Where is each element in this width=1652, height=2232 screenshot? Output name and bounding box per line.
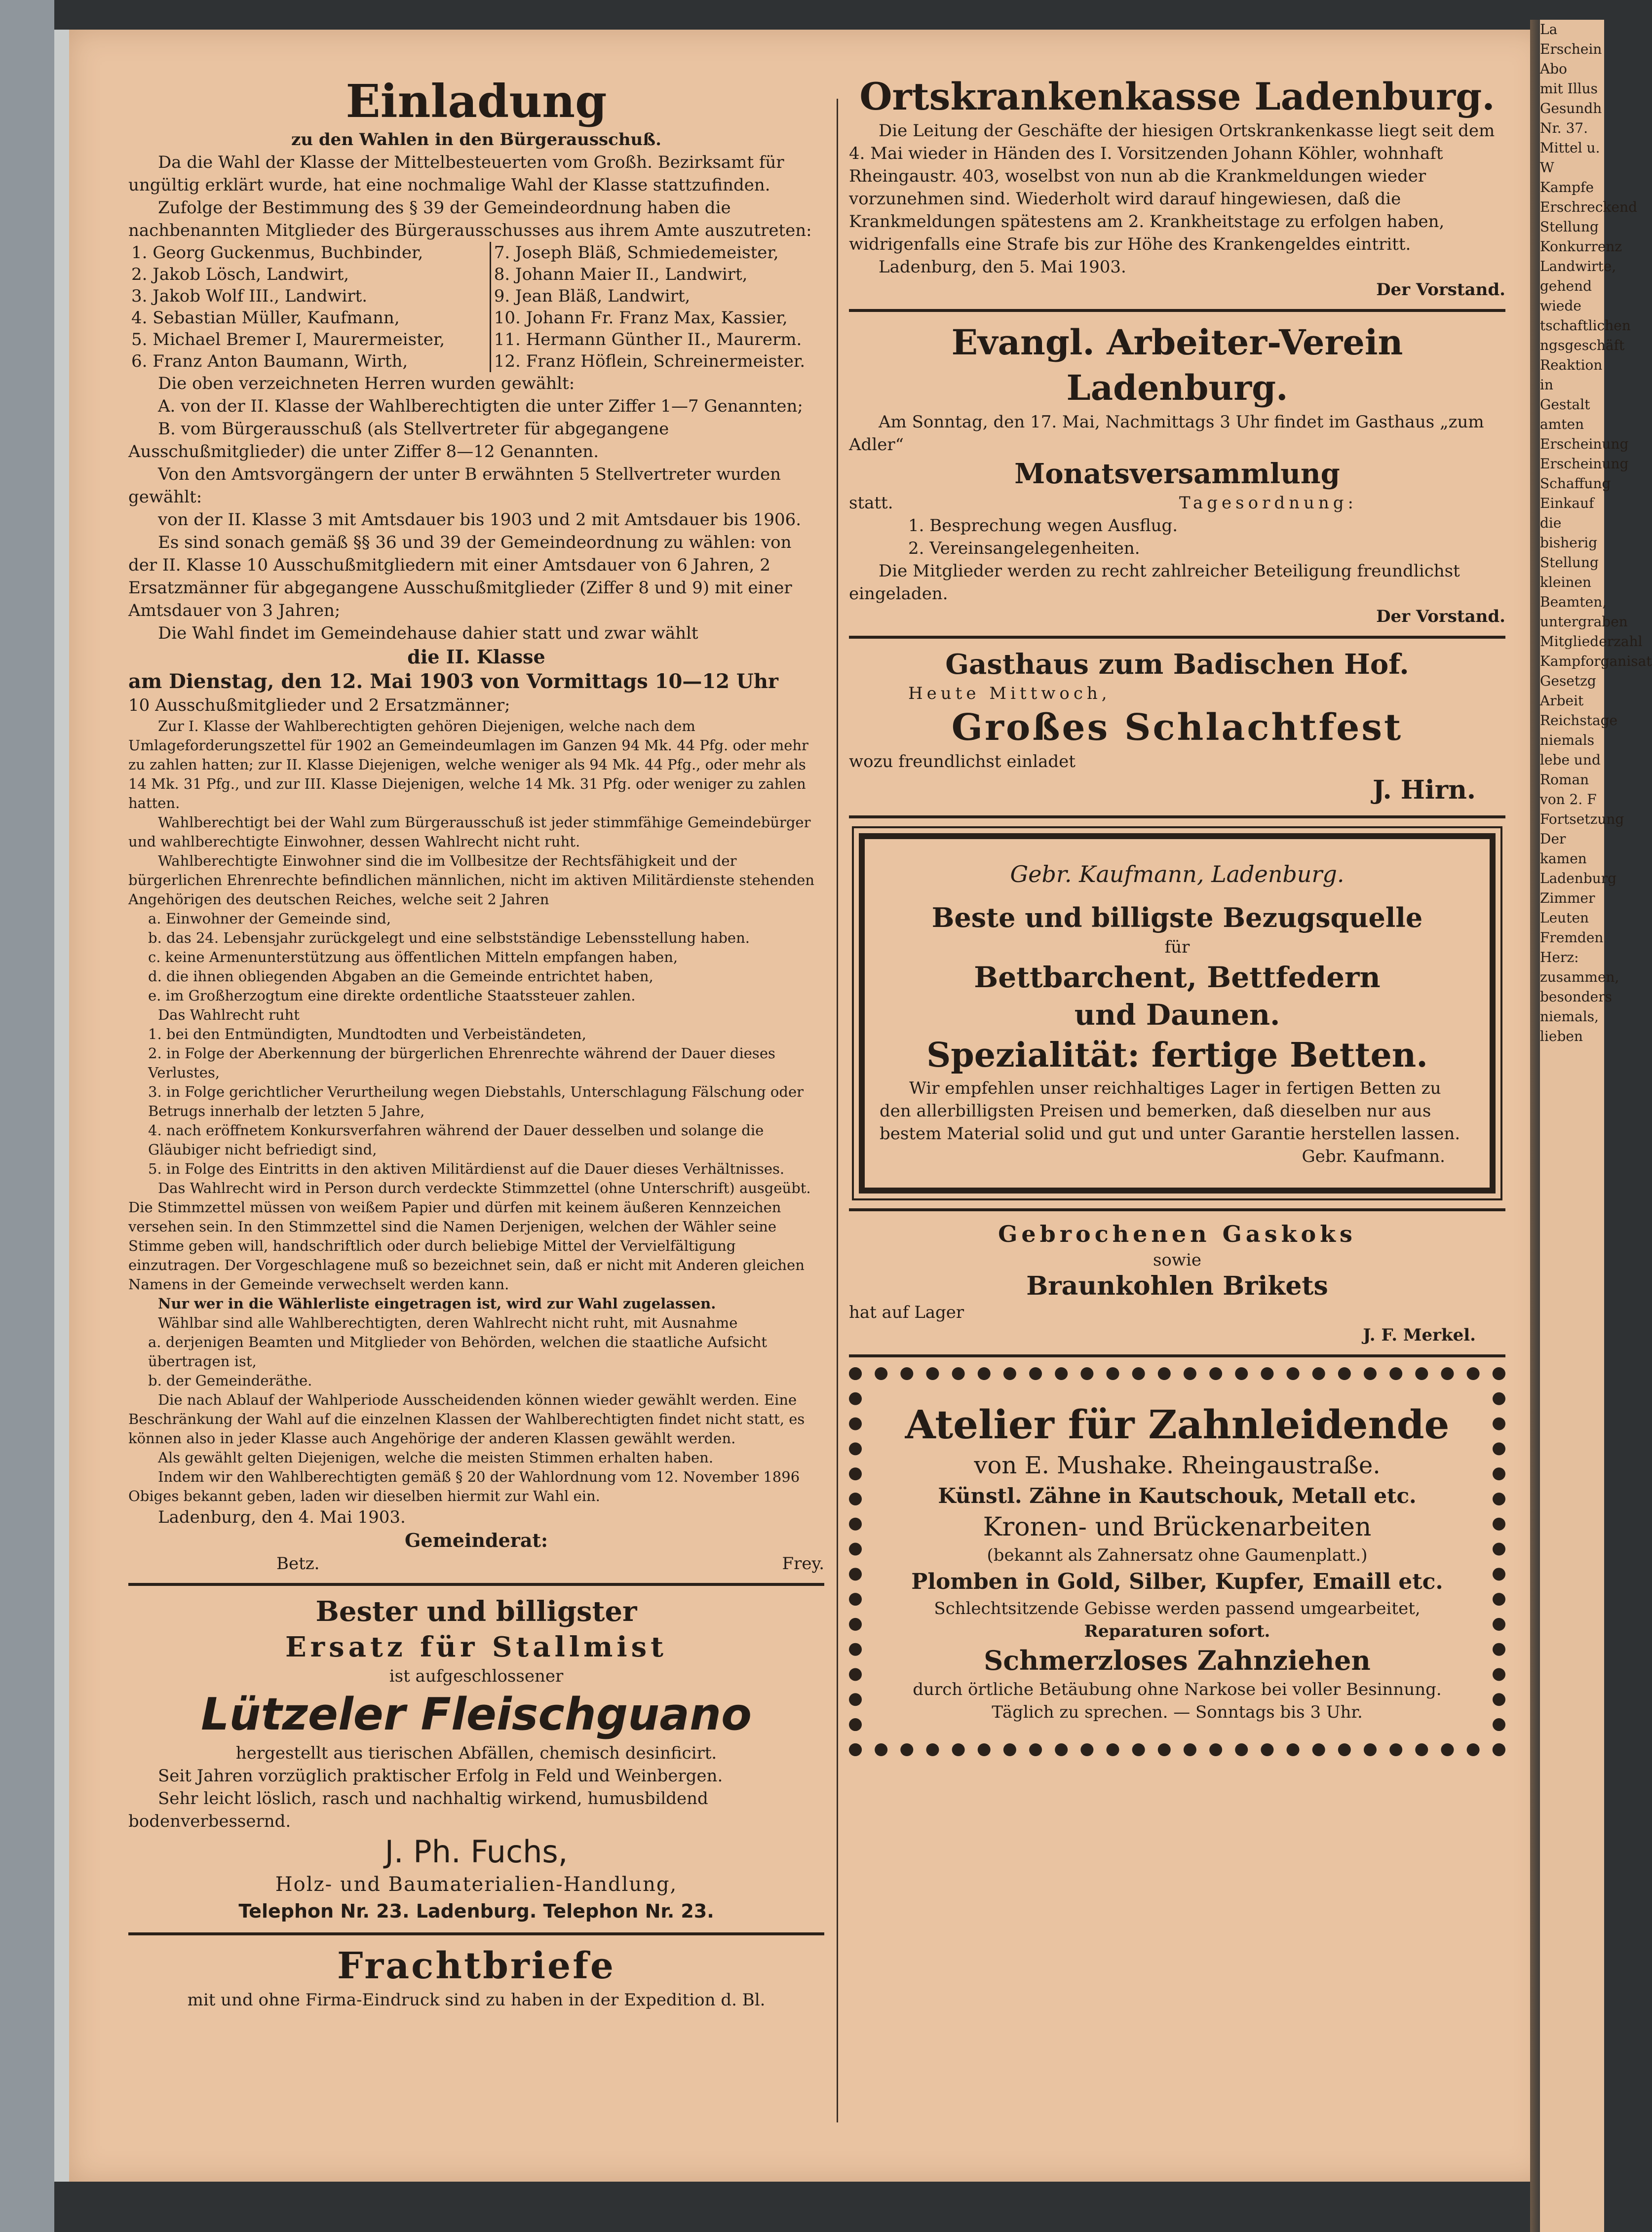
zahn-l4: Plomben in Gold, Silber, Kupfer, Emaill etc. [911,1569,1443,1594]
adjacent-page [1540,20,1652,2232]
member-entry: 8. Johann Maier II., Landwirt, [494,265,748,284]
election-date-2: 10 Ausschußmitglieder und 2 Ersatzmänner; [128,695,510,715]
kaufmann-firm: Gebr. Kaufmann, Ladenburg. [1010,861,1345,887]
okk-sign: Der Vorstand. [1376,280,1505,300]
frachtbriefe-text: mit und ohne Firma-Eindruck sind zu haben in der Expedition d. Bl. [187,1990,766,2010]
einladung-notice [128,74,824,1575]
gasthaus-title: Gasthaus zum Badischen Hof. [945,648,1409,681]
fuchs-line1: Bester und billigster [315,1595,637,1628]
einladung-p7: Die Wahl findet im Gemeindehause dahier statt und zwar wählt [158,623,698,643]
verein-event: Monatsversammlung [1014,458,1340,490]
verein-agenda [849,514,1505,560]
zahn-l2: Kronen- und Brückenarbeiten [983,1512,1372,1542]
verein-agenda-title: Tagesordnung: [1179,493,1357,513]
adjacent-page-line: Reichstage [1540,712,1618,729]
adjacent-page-line: Der kamen [1540,831,1587,867]
okk-notice [849,74,1505,301]
adjacent-page-line: in Gestalt [1540,377,1590,413]
verein-sign: Der Vorstand. [1376,607,1505,626]
einladung-s1: Zur I. Klasse der Wahlberechtigten gehören Diejenigen, welche nach dem Umlageforderungszettel für 1902 an Gemeindeumlagen im Ganzen 94 Mk. 44 Pfg. oder mehr zu zahlen hatten; zur II. Klasse Diejenigen, welche weniger als 94 Mk. 44 Pfg., oder mehr als 14 Mk. 31 Pfg., und zur III. Klasse Diejenigen, welche 14 Mk. 31 Pfg. oder weniger zu zahlen hatten. [128,718,808,811]
einladung-signature: Gemeinderat: [404,1529,548,1551]
signature-row [128,1552,824,1575]
adjacent-page-line: Fortsetzung [1540,811,1624,827]
einladung-p3: B. vom Bürgerausschuß (als Stellvertreter für abgegangene Ausschußmitglieder) die unter Ziffer 8—12 Genannten. [128,419,669,462]
adjacent-page-line: mit Illus [1540,80,1598,97]
okk-title: Ortskrankenkasse Ladenburg. [859,75,1495,118]
right-column [849,74,1505,1766]
list-item: d. die ihnen obliegenden Abgaben an die Gemeinde entrichtet haben, [148,968,653,985]
list-item: e. im Großherzogtum eine direkte ordentliche Staatssteuer zahlen. [148,987,636,1004]
adjacent-page-text [1540,20,1652,1046]
list-item: 1. bei den Entmündigten, Mundtodten und Verbeiständeten, [148,1026,586,1042]
adjacent-page-line: Erscheinung [1540,436,1629,452]
adjacent-page-line: Schaffung [1540,475,1611,492]
adjacent-page-line: Mittel u. W [1540,140,1600,176]
merkel-title: Gebrochenen Gaskoks [998,1221,1356,1247]
merkel-sign: J. F. Merkel. [1363,1325,1476,1345]
adjacent-page-line: Nr. 37. [1540,120,1588,136]
einladung-s7: Wählbar sind alle Wahlberechtigten, deren Wahlrecht nicht ruht, mit Ausnahme [158,1314,738,1331]
einladung-p1: Die oben verzeichneten Herren wurden gewählt: [158,374,575,393]
list-item: 3. in Folge gerichtlicher Verurtheilung wegen Diebstahls, Unterschlagung Fälschung oder Betrugs innerhalb der letzten 5 Jahre, [148,1083,804,1119]
frachtbriefe-title: Frachtbriefe [337,1945,616,1987]
adjacent-page-line: Gesundh [1540,100,1602,116]
einladung-subtitle: zu den Wahlen in den Bürgerausschuß. [291,130,661,150]
adjacent-page-line: Gesetzg [1540,673,1596,689]
list-item: a. Einwohner der Gemeinde sind, [148,910,391,927]
left-column [128,74,824,2011]
merkel-item: Braunkohlen Brikets [1026,1271,1328,1301]
list-item: 2. in Folge der Aberkennung der bürgerlichen Ehrenrechte während der Dauer dieses Verlustes, [148,1045,775,1081]
verein-text1: Am Sonntag, den 17. Mai, Nachmittags 3 Uhr findet im Gasthaus „zum Adler“ [849,412,1484,455]
signature-betz: Betz. [276,1554,320,1574]
merkel-advert [849,1219,1505,1347]
verein-statt: statt. [849,493,893,513]
einladung-s9: Als gewählt gelten Diejenigen, welche die meisten Stimmen erhalten haben. [158,1449,714,1466]
divider [849,636,1505,639]
agenda-item: 1. Besprechung wegen Ausflug. [908,516,1178,536]
einladung-place-date: Ladenburg, den 4. Mai 1903. [158,1507,406,1527]
fuchs-name: J. Ph. Fuchs, [384,1834,568,1870]
adjacent-page-line: untergraben [1540,614,1628,630]
adjacent-page-line: La [1540,21,1558,38]
adjacent-page-line: kleinen [1540,574,1592,590]
member-entry: 10. Johann Fr. Franz Max, Kassier, [494,308,788,328]
frachtbriefe-advert [128,1943,824,2011]
election-date: am Dienstag, den 12. Mai 1903 von Vormittags 10—12 Uhr [128,670,778,693]
verein-agenda-row [849,492,1505,514]
list-item: 5. in Folge des Eintritts in den aktiven Militärdienst auf die Dauer dieses Verhältnisses. [148,1160,785,1177]
merkel-lager: hat auf Lager [849,1303,964,1322]
member-entry: 9. Jean Bläß, Landwirt, [494,286,691,306]
adjacent-page-line: Herz: [1540,949,1579,965]
adjacent-page-line: tschaftlichen [1540,317,1631,334]
einladung-title: Einladung [346,75,607,128]
adjacent-page-line: ngsgeschäft [1540,337,1625,353]
signature-frey: Frey. [782,1554,824,1574]
zahn-l3: (bekannt als Zahnersatz ohne Gaumenplatt.) [987,1545,1368,1565]
fuchs-advert [128,1594,824,1924]
kaufmann-h1: Beste und billigste Bezugsquelle [931,902,1423,933]
adjacent-page-line: Landwirte, [1540,258,1616,274]
adjacent-page-line: Erschein [1540,41,1602,57]
adjacent-page-line: niemals [1540,732,1595,748]
member-list-right [490,242,824,372]
fuchs-line2: Ersatz für Stallmist [285,1631,668,1663]
member-entry: 11. Hermann Günther II., Maurerm. [494,330,802,349]
zahn-l9: Täglich zu sprechen. — Sonntags bis 3 Uhr. [992,1702,1363,1722]
verein-notice [849,320,1505,628]
list-item: a. derjenigen Beamten und Mitglieder von Behörden, welchen die staatliche Aufsicht übertragen ist, [148,1334,768,1370]
zahn-l8: durch örtliche Betäubung ohne Narkose bei voller Besinnung. [913,1680,1442,1699]
zahn-advert [849,1367,1505,1756]
scanner-background [0,0,54,2232]
zahn-l5: Schlechtsitzende Gebisse werden passend umgearbeitet, [934,1599,1421,1618]
adjacent-page-line: lieben [1540,1028,1583,1044]
adjacent-page-line: Zimmer [1540,890,1595,906]
okk-date: Ladenburg, den 5. Mai 1903. [879,257,1126,277]
verein-title: Evangl. Arbeiter-Verein Ladenburg. [951,322,1403,408]
divider [128,1932,824,1935]
adjacent-page-line: lebe und [1540,752,1601,768]
member-list-left [128,242,490,372]
kaufmann-sign: Gebr. Kaufmann. [1302,1147,1445,1166]
einladung-s2: Wahlberechtigt bei der Wahl zum Bürgerausschuß ist jeder stimmfähige Gemeindebürger und wahlberechtigte Einwohner, dessen Wahlrecht nicht ruht. [128,814,811,850]
einladung-s3: Wahlberechtigte Einwohner sind die im Vollbesitze der Rechtsfähigkeit und der bürgerlichen Ehrenrechte befindlichen männlichen, nicht im aktiven Militärdienste stehenden Angehörigen des deutschen Reiches, welche seit 2 Jahren [128,852,814,908]
einladung-intro2: Zufolge der Bestimmung des § 39 der Gemeindeordnung haben die nachbenannten Mitglieder des Bürgerausschusses aus ihrem Amte auszutreten: [128,198,812,240]
gasthaus-sign: J. Hirn. [1373,775,1476,805]
column-rule [837,99,838,2122]
adjacent-page-line: die bisherig [1540,515,1598,551]
verein-text2: Die Mitglieder werden zu recht zahlreicher Beteiligung freundlichst eingeladen. [849,561,1460,604]
divider [849,815,1505,818]
adjacent-page-line: Kampforganisat [1540,653,1652,669]
zahn-l7: Schmerzloses Zahnziehen [984,1645,1371,1676]
adjacent-page-line: Abo [1540,61,1568,77]
kaufmann-advert [859,833,1496,1193]
fuchs-desc3: Sehr leicht löslich, rasch und nachhaltig wirkend, humusbildend bodenverbessernd. [128,1789,708,1831]
adjacent-page-line: Beamten, [1540,594,1607,610]
divider [849,309,1505,312]
adjacent-page-line: amten [1540,416,1584,432]
fuchs-product: Lützeler Fleischguano [201,1689,752,1740]
adjacent-page-line: Stellung [1540,219,1599,235]
einladung-s6: Nur wer in die Wählerliste eingetragen ist, wird zur Wahl zugelassen. [158,1295,716,1312]
member-table [128,242,824,372]
list-item: b. das 24. Lebensjahr zurückgelegt und eine selbstständige Lebensstellung haben. [148,929,750,946]
agenda-item: 2. Vereinsangelegenheiten. [908,539,1140,558]
merkel-sowie: sowie [1153,1250,1201,1270]
member-entry: 4. Sebastian Müller, Kaufmann, [131,308,400,328]
fuchs-line3: ist aufgeschlossener [389,1666,564,1686]
okk-text: Die Leitung der Geschäfte der hiesigen Ortskrankenkasse liegt seit dem 4. Mai wieder in Händen des I. Vorsitzenden Johann Köhler, wohnhaft Rheingaustr. 403, woselbst von nun ab die Krankmeldungen wieder vorzunehmen sind. Wiederholt wird darauf hingewiesen, daß die Krankmeldungen spätestens am 2. Krankheitstage zu erfolgen haben, widrigenfalls eine Strafe bis zur Höhe des Krankengeldes eintritt. [849,121,1495,254]
kaufmann-fuer: für [1164,937,1190,957]
adjacent-page-line: Reaktion [1540,357,1603,373]
adjacent-page-line: Einkauf [1540,495,1594,511]
einladung-s4: Das Wahlrecht ruht [158,1006,300,1023]
adjacent-page-line: Stellung [1540,554,1599,571]
kaufmann-h3: und Daunen. [1074,998,1280,1032]
adjacent-page-line: Erschreckend [1540,199,1638,215]
member-entry: 2. Jakob Lösch, Landwirt, [131,265,349,284]
list-item: 4. nach eröffnetem Konkursverfahren während der Dauer desselben und solange die Gläubiger nicht befriedigt sind, [148,1122,764,1158]
adjacent-page-line: Roman von 2. F [1540,771,1597,808]
adjacent-page-line: Fremden [1540,929,1604,946]
zahn-by: von E. Mushake. Rheingaustraße. [974,1452,1381,1479]
adjacent-page-line: niemals, [1540,1008,1599,1025]
einladung-p2: A. von der II. Klasse der Wahlberechtigten die unter Ziffer 1—7 Genannten; [158,396,803,416]
gasthaus-event: Großes Schlachtfest [951,706,1403,749]
kaufmann-h2: Bettbarchent, Bettfedern [974,961,1381,994]
s3-list [128,909,824,1005]
gasthaus-line1: Heute Mittwoch, [908,684,1111,703]
member-entry: 7. Joseph Bläß, Schmiedemeister, [494,243,779,263]
adjacent-page-line: Mitgliederzahl [1540,633,1643,650]
adjacent-page-line: zusammen, [1540,969,1619,985]
adjacent-page-line: besonders [1540,989,1613,1005]
adjacent-page-line: Erscheinung [1540,456,1629,472]
adjacent-page-line: Konkurrenz [1540,238,1622,255]
list-item: b. der Gemeinderäthe. [148,1372,312,1389]
zahn-l6: Reparaturen sofort. [1084,1621,1270,1641]
adjacent-page-line: Kampfe [1540,179,1594,195]
adjacent-page-line: Ladenburg [1540,870,1617,886]
adjacent-page-line: Arbeit [1540,693,1584,709]
member-entry: 12. Franz Höflein, Schreinermeister. [494,351,806,371]
gasthaus-advert [849,647,1505,808]
klasse-heading: die II. Klasse [407,646,545,668]
fuchs-contact: Telephon Nr. 23. Ladenburg. Telephon Nr. 23. [238,1900,714,1922]
member-entry: 6. Franz Anton Baumann, Wirth, [131,351,408,371]
zahn-title: Atelier für Zahnleidende [905,1401,1450,1448]
list-item: c. keine Armenunterstützung aus öffentlichen Mitteln empfangen haben, [148,949,678,965]
kaufmann-text: Wir empfehlen unser reichhaltiges Lager in fertigen Betten zu den allerbilligsten Preisen und bemerken, daß dieselben nur aus bestem Material solid und gut und unter Garantie herstellen lassen. [880,1078,1460,1144]
fuchs-trade: Holz- und Baumaterialien-Handlung, [275,1873,678,1896]
s4-list [128,1025,824,1179]
adjacent-page-line: Leuten [1540,910,1589,926]
divider [849,1208,1505,1211]
s7-list [128,1333,824,1390]
adjacent-page-line: gehend wiede [1540,278,1592,314]
einladung-s10: Indem wir den Wahlberechtigten gemäß § 20 der Wahlordnung vom 12. November 1896 Obiges bekannt geben, laden wir dieselben hiermit zur Wahl ein. [128,1468,800,1504]
einladung-s5: Das Wahlrecht wird in Person durch verdeckte Stimmzettel (ohne Unterschrift) ausgeübt. Die Stimmzettel müssen von weißem Papier und dürfen mit keinem äußeren Kennzeichen versehen sein. In den Stimmzettel sind die Namen Derjenigen, welchen der Wähler seine Stimme geben will, handschriftlich oder durch beliebige Mittel der Vervielfältigung einzutragen. Der Vorgeschlagene muß so bezeichnet sein, daß er nicht mit Anderen gleichen Namens in der Gemeinde verwechselt werden kann. [128,1180,811,1293]
einladung-intro1: Da die Wahl der Klasse der Mittelbesteuerten vom Großh. Bezirksamt für ungültig erklärt wurde, hat eine nochmalige Wahl der Klasse stattzufinden. [128,153,784,195]
member-entry: 5. Michael Bremer I, Maurermeister, [131,330,445,349]
fuchs-desc1: hergestellt aus tierischen Abfällen, chemisch desinficirt. [235,1743,717,1763]
einladung-s8: Die nach Ablauf der Wahlperiode Ausscheidenden können wieder gewählt werden. Eine Beschränkung der Wahl auf die einzelnen Klassen der Wahlberechtigten findet nicht statt, es können also in jeder Klasse auch Angehörige der anderen Klassen gewählt werden. [128,1391,805,1447]
divider [849,1354,1505,1357]
member-entry: 1. Georg Guckenmus, Buchbinder, [131,243,423,263]
zahn-l1: Künstl. Zähne in Kautschouk, Metall etc. [938,1484,1417,1508]
einladung-p5: von der II. Klasse 3 mit Amtsdauer bis 1903 und 2 mit Amtsdauer bis 1906. [158,510,802,530]
divider [128,1583,824,1586]
member-entry: 3. Jakob Wolf III., Landwirt. [131,286,368,306]
einladung-p6: Es sind sonach gemäß §§ 36 und 39 der Gemeindeordnung zu wählen: von der II. Klasse 10 Ausschußmitgliedern mit einer Amtsdauer von 6 Jahren, 2 Ersatzmänner für abgegangene Ausschußmitglieder (Ziffer 8 und 9) mit einer Amtsdauer von 3 Jahren; [128,533,792,620]
gasthaus-line2: wozu freundlichst einladet [849,752,1076,771]
fuchs-desc2: Seit Jahren vorzüglich praktischer Erfolg in Feld und Weinbergen. [158,1766,723,1786]
einladung-p4: Von den Amtsvorgängern der unter B erwähnten 5 Stellvertreter wurden gewählt: [128,464,781,507]
kaufmann-h4: Spezialität: fertige Betten. [926,1036,1428,1075]
